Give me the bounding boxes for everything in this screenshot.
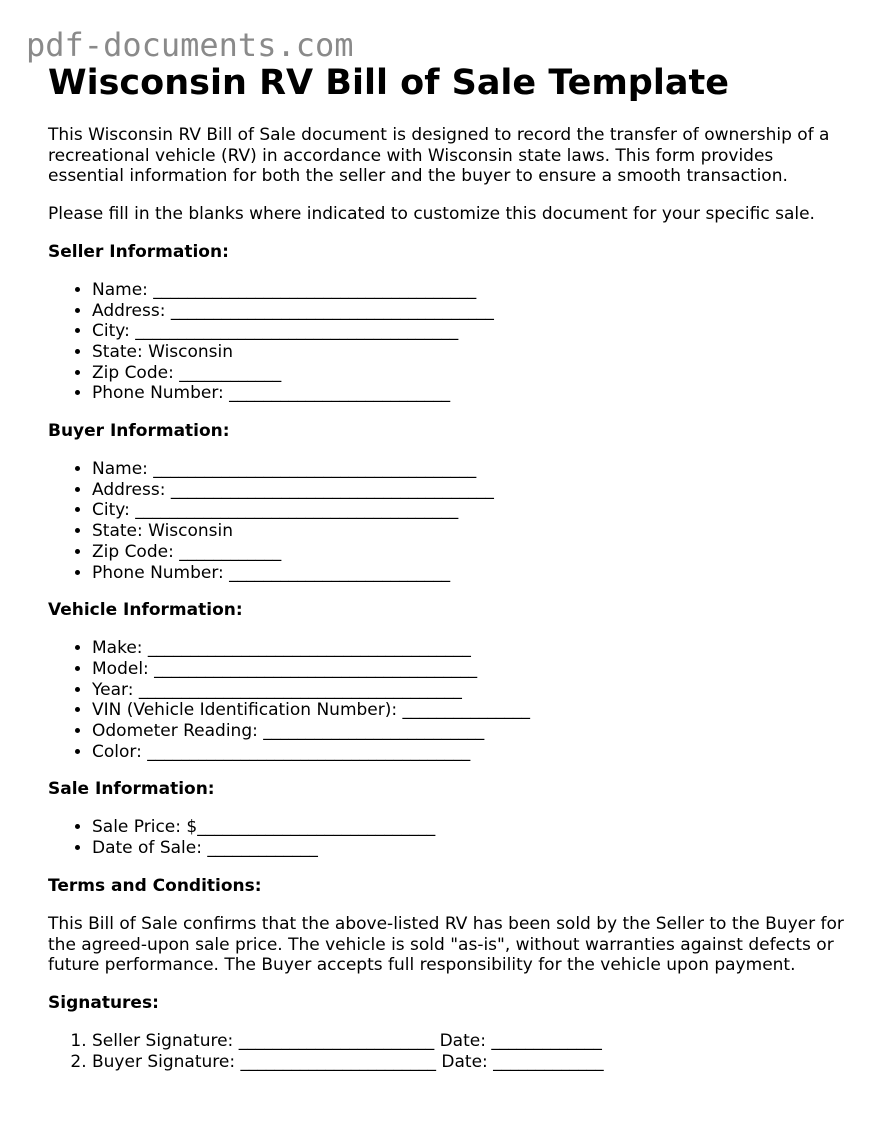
- sale-list: [48, 817, 848, 858]
- buyer-list: [48, 459, 848, 583]
- instructions-paragraph: Please fill in the blanks where indicated to customize this document for your specific sale.: [48, 204, 815, 225]
- terms-heading: Terms and Conditions:: [48, 875, 262, 896]
- buyer-heading: Buyer Information:: [48, 421, 230, 442]
- buyer-city-field: • City: ______________________________________: [92, 500, 848, 521]
- seller-zip-field: • Zip Code: ____________: [92, 363, 848, 384]
- buyer-address-field: • Address: ______________________________________: [92, 480, 848, 501]
- seller-heading: Seller Information:: [48, 241, 229, 262]
- buyer-zip-field: • Zip Code: ____________: [92, 542, 848, 563]
- terms-paragraph: This Bill of Sale confirms that the above-listed RV has been sold by the Seller to the Buyer for the agreed-upon sale price. The vehicle is sold "as-is", without warranties against defects or future performance. The Buyer accepts full responsibility for the vehicle upon payment.: [48, 913, 844, 976]
- vehicle-color-field: • Color: ______________________________________: [92, 742, 848, 763]
- seller-name-field: • Name: ______________________________________: [92, 280, 848, 301]
- signatures-list: [48, 1031, 848, 1072]
- document: [48, 60, 848, 1072]
- vehicle-model-field: • Model: ______________________________________: [92, 659, 848, 680]
- seller-phone-field: • Phone Number: __________________________: [92, 383, 848, 404]
- seller-state-field: • State: Wisconsin: [92, 342, 848, 363]
- vehicle-odometer-field: • Odometer Reading: __________________________: [92, 721, 848, 742]
- sale-heading: Sale Information:: [48, 779, 215, 800]
- sale-date-field: • Date of Sale: _____________: [92, 838, 848, 859]
- intro-paragraph: This Wisconsin RV Bill of Sale document is designed to record the transfer of ownership of a recreational vehicle (RV) in accordance with Wisconsin state laws. This form provides essential information for both the seller and the buyer to ensure a smooth transaction.: [48, 125, 830, 187]
- vehicle-year-field: • Year: ______________________________________: [92, 680, 848, 701]
- seller-signature-line: 1. Seller Signature: _______________________ Date: _____________: [92, 1031, 848, 1052]
- seller-city-field: • City: ______________________________________: [92, 321, 848, 342]
- signatures-heading: Signatures:: [48, 992, 159, 1013]
- buyer-state-field: • State: Wisconsin: [92, 521, 848, 542]
- page-title: Wisconsin RV Bill of Sale Template: [48, 63, 729, 103]
- vehicle-vin-field: • VIN (Vehicle Identification Number): _______________: [92, 700, 848, 721]
- seller-list: [48, 280, 848, 404]
- vehicle-heading: Vehicle Information:: [48, 600, 243, 621]
- buyer-signature-line: 2. Buyer Signature: _______________________ Date: _____________: [92, 1052, 848, 1073]
- seller-address-field: • Address: ______________________________________: [92, 301, 848, 322]
- buyer-phone-field: • Phone Number: __________________________: [92, 563, 848, 584]
- vehicle-list: [48, 638, 848, 762]
- vehicle-make-field: • Make: ______________________________________: [92, 638, 848, 659]
- sale-price-field: • Sale Price: $____________________________: [92, 817, 848, 838]
- watermark: pdf-documents.com: [26, 26, 354, 64]
- buyer-name-field: • Name: ______________________________________: [92, 459, 848, 480]
